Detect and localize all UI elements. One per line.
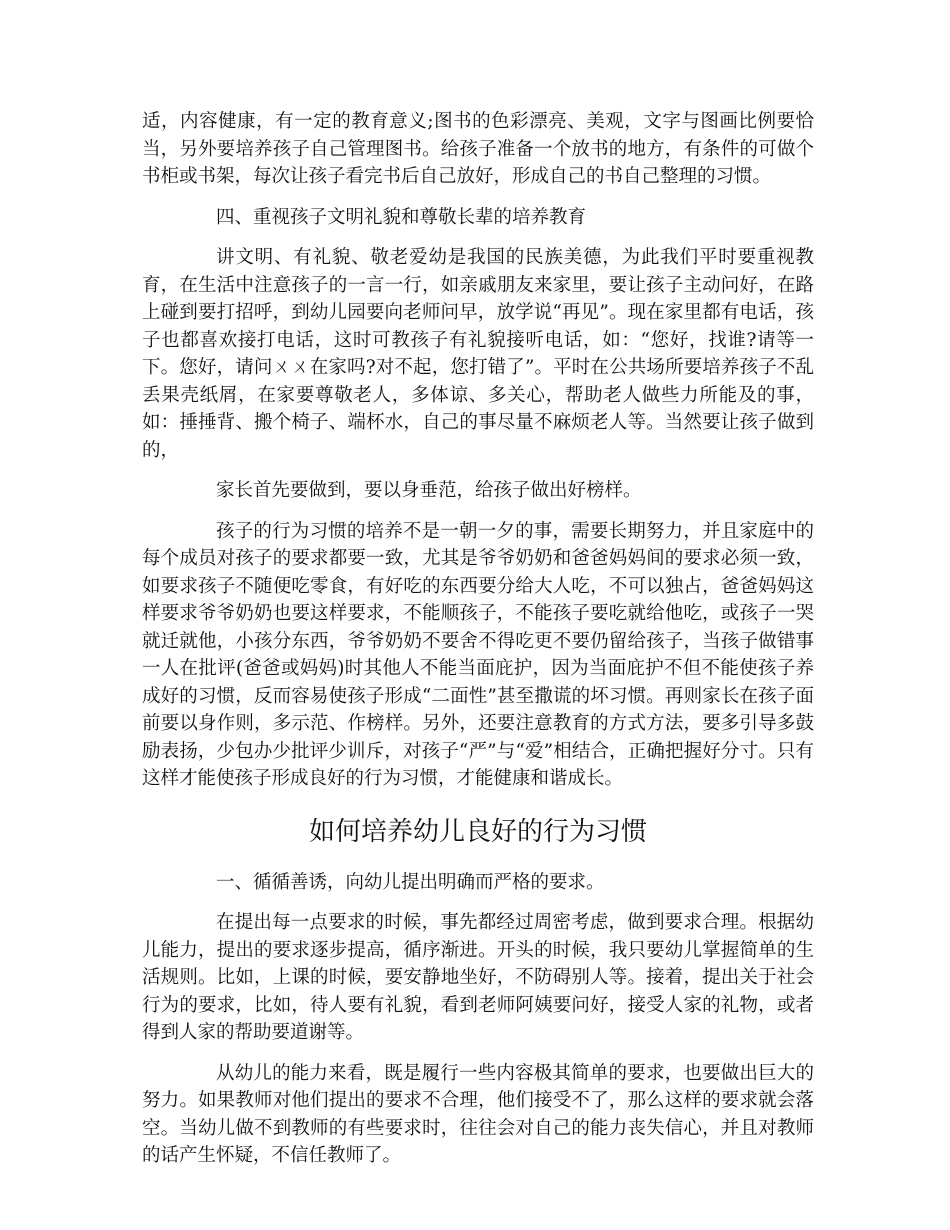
paragraph-continuation: 适，内容健康，有一定的教育意义;图书的色彩漂亮、美观，文字与图画比例要恰当，另外要培养孩子自己管理图书。给孩子准备一个放书的地方，有条件的可做个书柜或书架，每次让孩子看完书后自己放好，形成自己的书自己整理的习惯。 bbox=[142, 111, 814, 187]
paragraph-requirements: 在提出每一点要求的时候，事先都经过周密考虑，做到要求合理。根据幼儿能力，提出的要求逐步提高，循序渐进。开头的时候，我只要幼儿掌握简单的生活规则。比如，上课的时候，要安静地坐好，不防碍别人等。接着，提出关于社会行为的要求，比如，待人要有礼貌，看到老师阿姨要问好，接受人家的礼物，或者得到人家的帮助要道谢等。 bbox=[142, 912, 814, 1043]
paragraph-consistency: 孩子的行为习惯的培养不是一朝一夕的事，需要长期努力，并且家庭中的每个成员对孩子的要求都要一致，尤其是爷爷奶奶和爸爸妈妈间的要求必须一致，如要求孩子不随便吃零食，有好吃的东西要分给大人吃，不可以独占，爸爸妈妈这样要求爷爷奶奶也要这样要求，不能顺孩子，不能孩子要吃就给他吃，或孩子一哭就迁就他，小孩分东西，爷爷奶奶不要舍不得吃更不要仍留给孩子，当孩子做错事一人在批评(爸爸或妈妈)时其他人不能当面庇护，因为当面庇护不但不能使孩子养成好的习惯，反而容易使孩子形成“二面性”甚至撒谎的坏习惯。再则家长在孩子面前要以身作则，多示范、作榜样。另外，还要注意教育的方式方法，要多引导多鼓励表扬，少包办少批评少训斥，对孩子“严”与“爱”相结合，正确把握好分寸。只有这样才能使孩子形成良好的行为习惯，才能健康和谐成长。 bbox=[142, 520, 814, 789]
document-page bbox=[142, 108, 814, 1170]
paragraph-parents-example: 家长首先要做到，要以身垂范，给孩子做出好榜样。 bbox=[216, 480, 642, 501]
paragraph-ability: 从幼儿的能力来看，既是履行一些内容极其简单的要求，也要做出巨大的努力。如果教师对他们提出的要求不合理，他们接受不了，那么这样的要求就会落空。当幼儿做不到教师的有些要求时，往往会对自己的能力丧失信心，并且对教师的话产生怀疑，不信任教师了。 bbox=[142, 1062, 814, 1166]
section-heading-four: 四、重视孩子文明礼貌和尊敬长辈的培养教育 bbox=[216, 206, 587, 228]
paragraph-politeness: 讲文明、有礼貌、敬老爱幼是我国的民族美德，为此我们平时要重视教育，在生活中注意孩子的一言一行，如亲戚朋友来家里，要让孩子主动问好，在路上碰到要打招呼，到幼儿园要向老师问早，放学说“再见”。现在家里都有电话，孩子也都喜欢接打电话，这时可教孩子有礼貌接听电话，如：“您好，找谁?请等一下。您好，请问ㄨㄨ在家吗?对不起，您打错了”。平时在公共场所要培养孩子不乱丢果壳纸屑，在家要尊敬老人，多体谅、多关心，帮助老人做些力所能及的事，如：捶捶背、搬个椅子、端杯水，自己的事尽量不麻烦老人等。当然要让孩子做到的， bbox=[142, 247, 814, 461]
article-title: 如何培养幼儿良好的行为习惯 bbox=[308, 816, 647, 847]
section-heading-one: 一、循循善诱，向幼儿提出明确而严格的要求。 bbox=[216, 871, 605, 893]
